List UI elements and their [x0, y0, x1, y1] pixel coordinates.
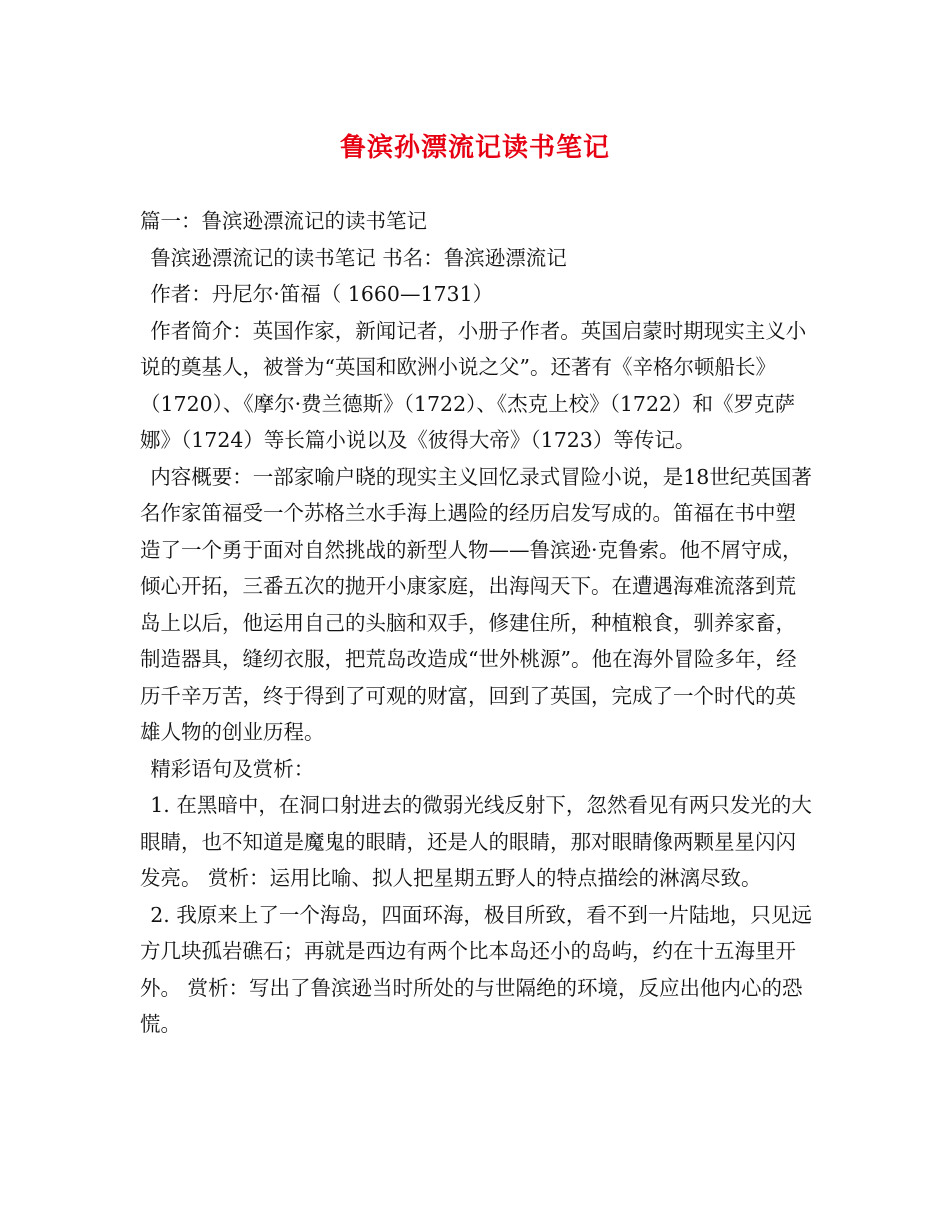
quote-paragraph-1: 1. 在黑暗中，在洞口射进去的微弱光线反射下，忽然看见有两只发光的大眼睛，也不知道是魔鬼的眼睛，还是人的眼睛，那对眼睛像两颗星星闪闪发亮。 赏析：运用比喻、拟人把星期五野人的特点描绘的淋漓尽致。	[140, 793, 812, 890]
book-name-line: 鲁滨逊漂流记的读书笔记 书名：鲁滨逊漂流记	[150, 245, 567, 270]
document-title: 鲁滨孙漂流记读书笔记	[339, 133, 610, 163]
document-body	[140, 203, 812, 1043]
author-line: 作者：丹尼尔·笛福（ 1660—1731）	[150, 282, 494, 306]
highlights-heading: 精彩语句及赏析：	[150, 756, 315, 781]
quote-paragraph-2: 2. 我原来上了一个海岛，四面环海，极目所致，看不到一片陆地，只见远方几块孤岩礁石；再就是西边有两个比本岛还小的岛屿，约在十五海里开外。 赏析：写出了鲁滨逊当时所处的与世隔绝的环境，反应出他内心的恐慌。	[140, 902, 812, 1036]
section-heading: 篇一：鲁滨逊漂流记的读书笔记	[140, 209, 427, 233]
summary-paragraph: 内容概要：一部家喻户晓的现实主义回忆录式冒险小说，是18世纪英国著名作家笛福受一个苏格兰水手海上遇险的经历启发写成的。笛福在书中塑造了一个勇于面对自然挑战的新型人物——鲁滨逊·克鲁索。他不屑守成，倾心开拓，三番五次的抛开小康家庭，出海闯天下。在遭遇海难流落到荒岛上以后，他运用自己的头脑和双手，修建住所，种植粮食，驯养家畜，制造器具，缝纫衣服，把荒岛改造成“世外桃源”。他在海外冒险多年，经历千辛万苦，终于得到了可观的财富，回到了英国，完成了一个时代的英雄人物的创业历程。	[140, 464, 812, 744]
author-intro-paragraph: 作者简介：英国作家，新闻记者，小册子作者。英国启蒙时期现实主义小说的奠基人，被誉为“英国和欧洲小说之父”。还著有《辛格尔顿船长》（1720）、《摩尔·费兰德斯》（1722）、《杰克上校》（1722）和《罗克萨娜》（1724）等长篇小说以及《彼得大帝》（1723）等传记。	[140, 318, 807, 452]
